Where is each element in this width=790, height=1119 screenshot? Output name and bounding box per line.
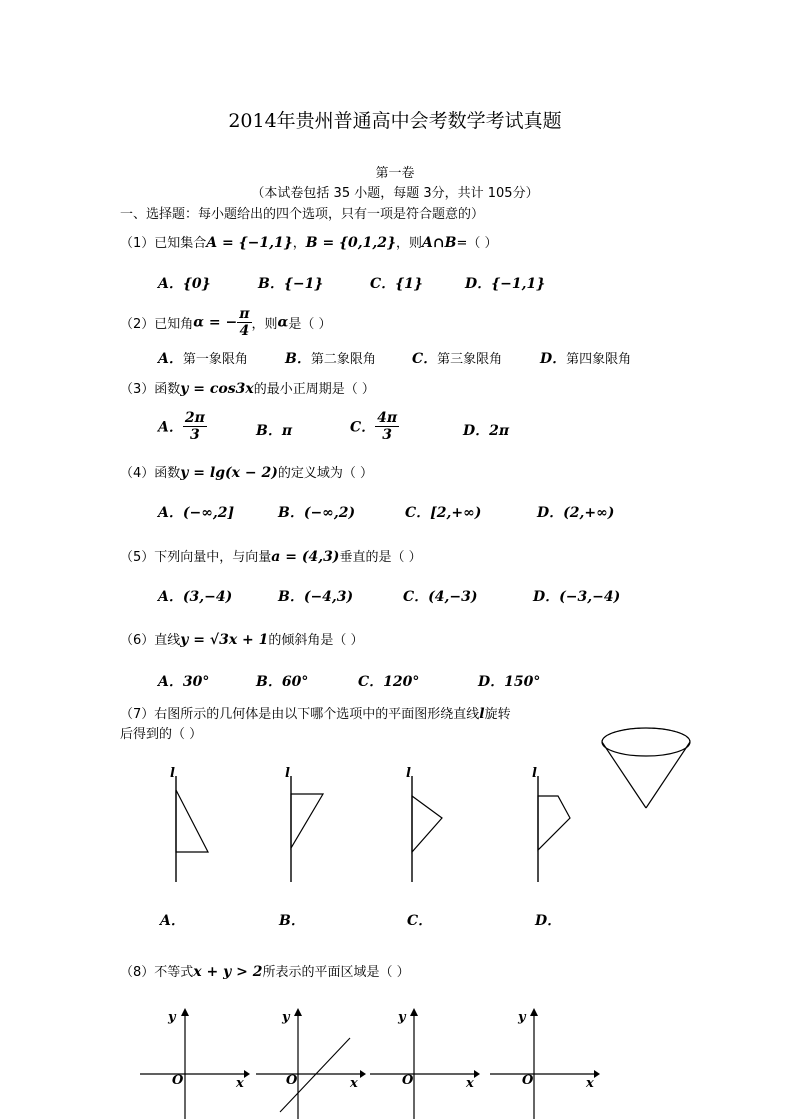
q8-graph-a-x: x — [236, 1076, 244, 1091]
question-2 — [120, 306, 331, 339]
q2-mid: ，则 — [251, 317, 278, 332]
q3-a-den: 3 — [190, 427, 200, 443]
q7-axis-label-d: l — [532, 766, 537, 781]
q3-option-a-letter: A． — [158, 419, 183, 436]
q3-option-c-letter: C． — [350, 419, 376, 436]
q7-axis-label-c: l — [406, 766, 411, 781]
q8-graph-b-origin: O — [286, 1073, 298, 1088]
q3-expr: y = cos3x — [180, 381, 254, 397]
q8-prefix: （8）不等式 — [120, 965, 194, 980]
q3-prefix: （3）函数 — [120, 382, 181, 397]
q3-option-d: D．2π — [463, 423, 510, 439]
q2-option-d — [540, 348, 631, 368]
q5-option-c: C．(4,−3) — [403, 589, 478, 605]
q6-option-c: C．120° — [358, 674, 420, 690]
q8-graph-c-x: x — [466, 1076, 474, 1091]
q7-option-a: A． — [160, 913, 185, 929]
q1-expr-c: A∩B — [422, 235, 457, 251]
q1-sep: ， — [292, 236, 306, 251]
question-1 — [120, 232, 498, 251]
cone-base-back — [602, 728, 690, 742]
q3-suffix: 的最小正周期是（ ） — [253, 382, 375, 397]
q2-option-a-text: 第一象限角 — [182, 352, 248, 367]
q2-fraction — [237, 306, 251, 339]
q8-expr: x + y > 2 — [193, 964, 263, 980]
question-3 — [120, 378, 375, 397]
q2-prefix: （2）已知角 — [120, 317, 194, 332]
q6-suffix: 的倾斜角是（ ） — [268, 633, 364, 648]
q7-option-b: B． — [279, 913, 305, 929]
q8-graph-d-origin: O — [522, 1073, 534, 1088]
q2-option-b-text: 第二象限角 — [310, 352, 376, 367]
q2-frac-den: 4 — [239, 323, 250, 339]
question-8 — [120, 961, 410, 980]
page-title: 2014年贵州普通高中会考数学考试真题 — [228, 110, 562, 132]
q5-prefix: （5）下列向量中，与向量 — [120, 550, 272, 565]
q2-option-d-letter: D． — [540, 351, 567, 367]
q2-option-a-letter: A． — [158, 351, 183, 367]
q8-graph-d-y: y — [518, 1010, 526, 1025]
cone-side-left — [602, 742, 646, 808]
q4-expr: y = lg(x − 2) — [180, 465, 278, 481]
q8-graph-a — [140, 1008, 250, 1119]
q6-prefix: （6）直线 — [120, 633, 181, 648]
q3-c-den: 3 — [382, 427, 393, 443]
q3-a-num: 2π — [184, 410, 205, 426]
q2-frac-num: π — [239, 306, 250, 322]
q8-graph-c-y: y — [398, 1010, 406, 1025]
q7-option-d: D． — [535, 913, 562, 929]
q2-option-a — [158, 348, 248, 368]
q5-expr: a = (4,3) — [271, 549, 340, 565]
q5-option-a: A．(3,−4) — [158, 589, 233, 605]
q6-expr: y = √3x + 1 — [180, 632, 269, 648]
q1-option-a: A．{0} — [158, 276, 211, 292]
q1-prefix: （1）已知集合 — [120, 236, 207, 251]
q5-option-d: D．(−3,−4) — [533, 589, 621, 605]
q7-option-c: C． — [407, 913, 433, 929]
q8-graph-a-origin: O — [172, 1073, 184, 1088]
q7-prefix: （7）右图所示的几何体是由以下哪个选项中的平面图形绕直线 — [120, 707, 480, 722]
q8-graph-c-origin: O — [402, 1073, 414, 1088]
q1-expr-b: B = {0,1,2} — [305, 235, 397, 251]
q8-graph-d-x: x — [586, 1076, 594, 1091]
q8-graph-a-y: y — [168, 1010, 176, 1025]
q8-graph-b — [256, 1008, 366, 1119]
q2-option-c-letter: C． — [412, 351, 438, 367]
q1-option-b: B．{−1} — [258, 276, 324, 292]
q6-option-d: D．150° — [478, 674, 541, 690]
q2-option-b — [285, 348, 376, 368]
q1-option-c: C．{1} — [370, 276, 423, 292]
q1-mid: ，则 — [396, 236, 423, 251]
q3-c-num: 4π — [377, 410, 398, 426]
q6-option-a: A．30° — [158, 674, 210, 690]
q7-axis-label-a: l — [170, 766, 175, 781]
q8-graph-b-y: y — [282, 1010, 290, 1025]
q3-option-c-fraction — [375, 410, 399, 443]
q7-figure-c — [396, 766, 456, 884]
cone-side-right — [646, 742, 690, 808]
q3-option-b: B．π — [256, 423, 293, 439]
q2-option-d-text: 第四象限角 — [566, 352, 632, 367]
q2-expr: α = − — [193, 314, 238, 331]
q4-prefix: （4）函数 — [120, 466, 181, 481]
q7-figure-b — [275, 766, 335, 884]
question-4 — [120, 462, 373, 481]
question-7-line-2: 后得到的（ ） — [120, 727, 203, 742]
q4-option-c: C．[2,+∞) — [405, 505, 482, 521]
q4-option-d: D．(2,+∞) — [537, 505, 615, 521]
q8-suffix: 所表示的平面区域是（ ） — [262, 965, 410, 980]
q8-graph-d — [490, 1008, 600, 1119]
q7-l-var: l — [479, 706, 485, 722]
q2-alpha: α — [277, 314, 289, 331]
question-5 — [120, 546, 422, 565]
q4-option-b: B．(−∞,2) — [278, 505, 356, 521]
q3-option-a-fraction — [183, 410, 207, 443]
q4-option-a: A．(−∞,2] — [158, 505, 235, 521]
exam-note: （本试卷包括 35 小题，每题 3分，共计 105分） — [251, 186, 539, 201]
volume-heading: 第一卷 — [375, 166, 415, 181]
q2-option-b-letter: B． — [285, 351, 311, 367]
q5-option-b: B．(−4,3) — [278, 589, 354, 605]
q7-figure-d — [522, 766, 582, 884]
q3-option-a — [158, 410, 207, 443]
q2-suffix: 是（ ） — [288, 317, 332, 332]
q8-graph-b-x: x — [350, 1076, 358, 1091]
cone-figure — [598, 708, 694, 812]
q5-suffix: 垂直的是（ ） — [339, 550, 422, 565]
q3-option-c — [350, 410, 399, 443]
section-heading: 一、选择题：每小题给出的四个选项，只有一项是符合题意的） — [120, 207, 485, 222]
q2-option-c-text: 第三象限角 — [437, 352, 503, 367]
q6-option-b: B．60° — [256, 674, 309, 690]
q7-axis-label-b: l — [285, 766, 290, 781]
q7-suffix: 旋转 — [484, 707, 511, 722]
q7-figure-a — [160, 766, 220, 884]
q2-option-c — [412, 348, 502, 368]
q8-graph-c — [370, 1008, 480, 1119]
q1-suffix: =（ ） — [456, 236, 498, 251]
question-6 — [120, 629, 364, 648]
question-7-line-1 — [120, 703, 511, 722]
q4-suffix: 的定义域为（ ） — [277, 466, 373, 481]
q1-option-d: D．{−1,1} — [465, 276, 546, 292]
q1-expr-a: A = {−1,1} — [206, 235, 293, 251]
